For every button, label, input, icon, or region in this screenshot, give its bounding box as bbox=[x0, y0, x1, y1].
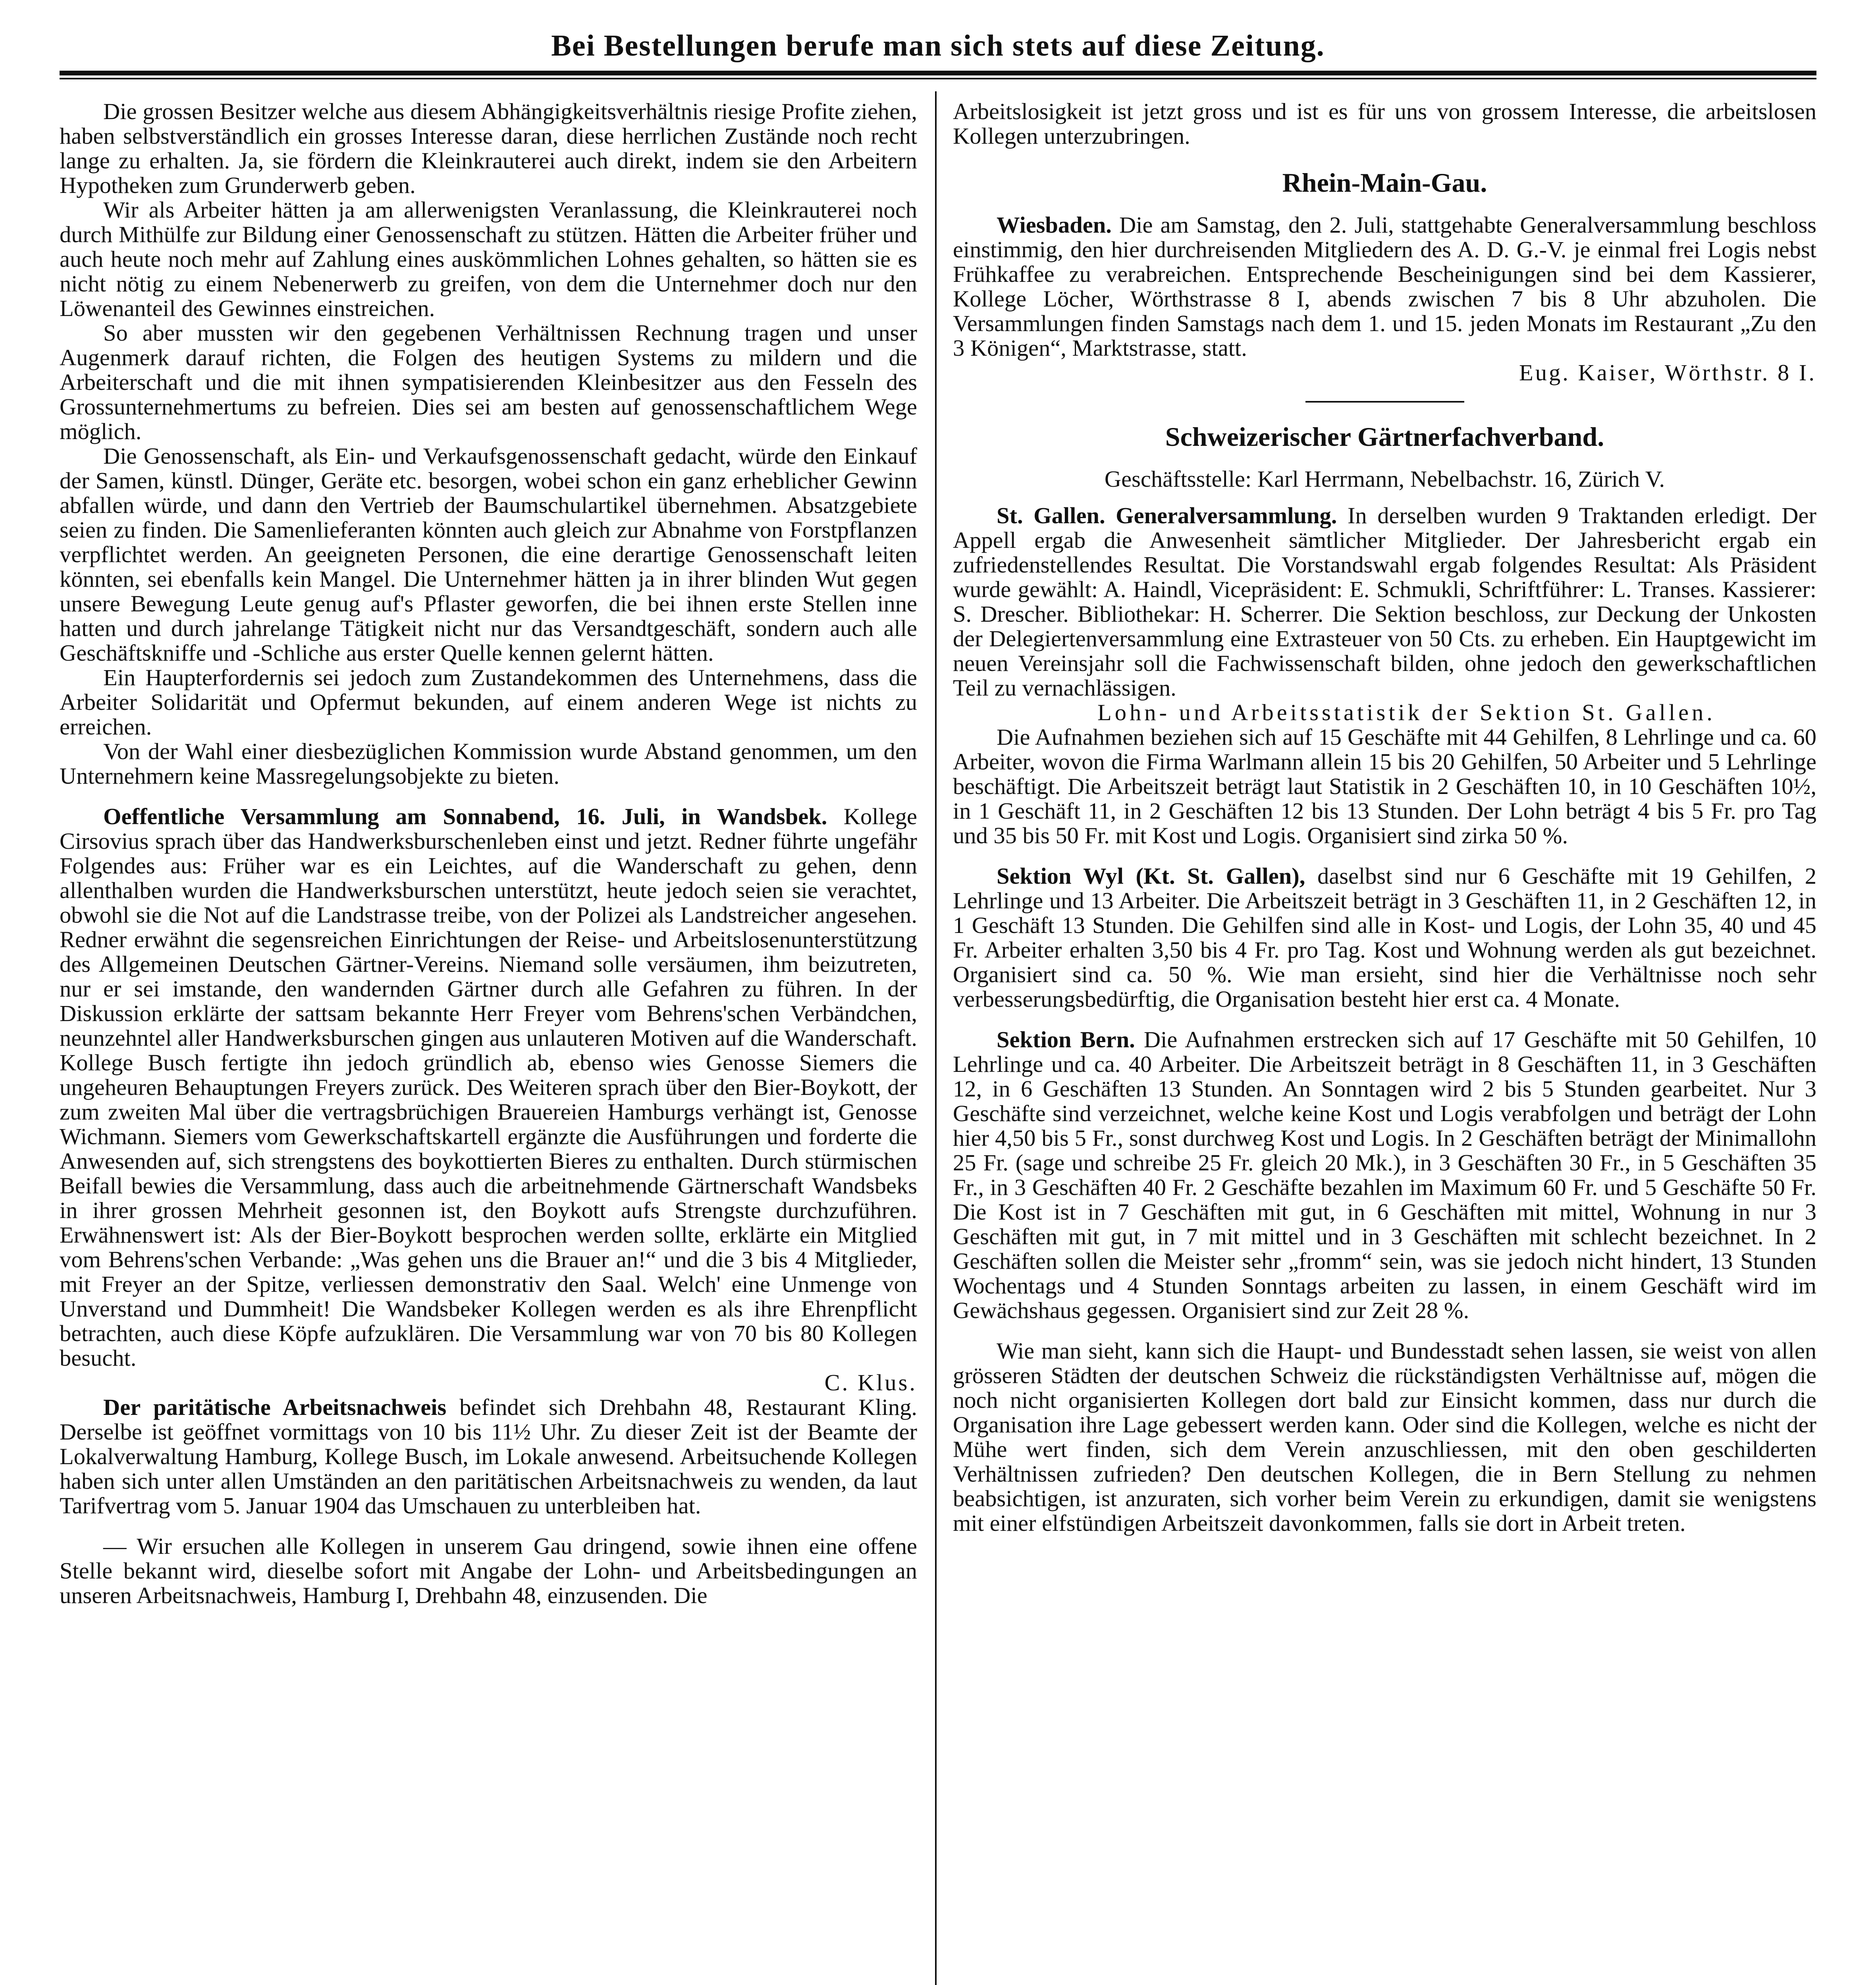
st-gallen-heading: St. Gallen. Generalversammlung. bbox=[997, 503, 1337, 528]
bern-heading: Sektion Bern. bbox=[997, 1027, 1135, 1052]
left-column bbox=[60, 99, 917, 1985]
wyl-body: daselbst sind nur 6 Geschäfte mit 19 Gehilfen, 2 Lehrlinge und 13 Arbeiter. Die Arbeitszeit beträgt in 3 Geschäften 11, in 2 Geschäften 12, in 1 Geschäft 13 Stunden. Die Gehilfen sind alle in Kost- und Logis, der Lohn 35, 40 und 45 Fr. Arbeiter erhalten 3,50 bis 4 Fr. pro Tag. Kost und Wohnung werden als gut bezeichnet. Organisiert sind ca. 50 %. Wie man ersieht, sind hier die Verhältnisse noch sehr verbesserungsbedürftig, die Organisation besteht hier erst ca. 4 Monate. bbox=[953, 863, 1816, 1012]
article-paragraph: Die grossen Besitzer welche aus diesem Abhängigkeitsverhältnis riesige Profite ziehen, haben selbstverständlich ein grosses Interesse daran, diese herrlichen Zustände noch recht lange zu erhalten. Ja, sie fördern die Kleinkrauterei auch direkt, indem sie den Arbeitern Hypotheken zum Grunderwerb geben. bbox=[60, 99, 917, 198]
st-gallen-body: In derselben wurden 9 Traktanden erledigt. Der Appell ergab die Anwesenheit sämtlicher Mitglieder. Der Jahresbericht ergab ein zufriedenstellendes Resultat. Die Vorstandswahl ergab folgendes Resultat: Als Präsident wurde gewählt: A. Haindl, Vicepräsident: E. Schmukli, Schriftführer: L. Transes. Kassierer: S. Drescher. Bibliothekar: H. Scherrer. Die Sektion beschloss, zur Deckung der Unkosten der Delegiertenversammlung eine Extrasteuer von 50 Cts. zu erheben. Ein Hauptgewicht im neuen Vereinsjahr soll die Fachwissenschaft bilden, ohne jedoch den gewerkschaftlichen Teil zu vernachlässigen. bbox=[953, 503, 1816, 701]
article-paragraph: Arbeitslosigkeit ist jetzt gross und ist es für uns von grossem Interesse, die arbeitslosen Kollegen unterzubringen. bbox=[953, 99, 1816, 149]
geschaeftsstelle-line: Geschäftsstelle: Karl Herrmann, Nebelbachstr. 16, Zürich V. bbox=[1104, 466, 1665, 492]
article-paragraph: So aber mussten wir den gegebenen Verhältnissen Rechnung tragen und unser Augenmerk darauf richten, die Folgen des heutigen Systems zu mildern und die Arbeiterschaft und die mit ihnen sympatisierenden Kleinbesitzer aus den Fesseln des Grossunternehmertums zu befreien. Dies sei am besten auf genossenschaftlichem Wege möglich. bbox=[60, 320, 917, 444]
wiesbaden-signature: Eug. Kaiser, Wörthstr. 8 I. bbox=[1519, 360, 1816, 385]
article-paragraph: Die Genossenschaft, als Ein- und Verkaufsgenossenschaft gedacht, würde den Einkauf der Samen, künstl. Dünger, Geräte etc. besorgen, wobei schon ein ganz erheblicher Gewinn abfallen würde, und dann den Vertrieb der Baumschulartikel übernehmen. Absatzgebiete seien zu finden. Die Samenlieferanten könnten auch gleich zur Abnahme von Forstpflanzen verpflichtet werden. An geeigneten Personen, die eine derartige Genossenschaft leiten könnten, sei ebenfalls kein Mangel. Die Unternehmer hätten ja in ihrer blinden Wut gegen unsere Bewegung Leute genug auf's Pflaster geworfen, die bei ihnen erste Stellen inne hatten und durch jahrelange Tätigkeit nicht nur das Versandtgeschäft, sondern auch alle Geschäftskniffe und -Schliche aus erster Quelle kennen gelernt hätten. bbox=[60, 443, 917, 666]
wyl-heading: Sektion Wyl (Kt. St. Gallen), bbox=[997, 863, 1305, 889]
wiesbaden-report bbox=[953, 213, 1816, 360]
statistics-paragraph: Die Aufnahmen beziehen sich auf 15 Geschäfte mit 44 Gehilfen, 8 Lehrlinge und ca. 60 Arbeiter, wovon die Firma Warlmann allein 15 bis 20 Gehilfen, 50 Arbeiter und 5 Lehrlinge beschäftigt. Die Arbeitszeit beträgt laut Statistik in 2 Geschäften 10, in 10 Geschäften 10½, in 1 Geschäft 11, in 2 Geschäften 12 bis 13 Stunden. Der Lohn beträgt 4 bis 5 Fr. pro Tag und 35 bis 50 Fr. mit Kost und Logis. Organisiert sind zirka 50 %. bbox=[953, 724, 1816, 848]
arbeitsnachweis-body: befindet sich Drehbahn 48, Restaurant Kling. Derselbe ist geöffnet vormittags von 10 bis 11½ Uhr. Zu dieser Zeit ist der Beamte der Lokalverwaltung Hamburg, Kollege Busch, im Lokale anwesend. Arbeitsuchende Kollegen haben sich unter allen Umständen an den paritätischen Arbeitsnachweis zu wenden, da laut Tarifvertrag vom 5. Januar 1904 das Umschauen zu unterbleiben hat. bbox=[60, 1394, 917, 1519]
bern-body: Die Aufnahmen erstrecken sich auf 17 Geschäfte mit 50 Gehilfen, 10 Lehrlinge und ca. 40 Arbeiter. Die Arbeitszeit beträgt in 8 Geschäften 11, in 3 Geschäften 12, in 6 Geschäften 13 Stunden. An Sonntagen wird 2 bis 5 Stunden gearbeitet. Nur 3 Geschäfte sind verzeichnet, welche keine Kost und Logis verabfolgen und beträgt der Lohn hier 4,50 bis 5 Fr., sonst durchweg Kost und Logis. In 2 Geschäften beträgt der Minimallohn 25 Fr. (sage und schreibe 25 Fr. gleich 20 Mk.), in 3 Geschäften 30 Fr., in 5 Geschäften 35 Fr., in 3 Geschäften 40 Fr. 2 Geschäfte bezahlen im Maximum 60 Fr. und 5 Geschäfte 50 Fr. Die Kost ist in 7 Geschäften mit gut, in 6 Geschäften mit mittel, Wohnung in nur 3 Geschäften mit gut, in 7 mit mittel und in 3 Geschäften mit schlecht bezeichnet. In 2 Geschäften sollen die Meister sehr „fromm“ sein, was sie jedoch nicht hindert, 13 Stunden Wochentags und 4 Stunden Sonntags arbeiten zu lassen, in einem Geschäft wird im Gewächshaus gegessen. Organisiert sind zur Zeit 28 %. bbox=[953, 1027, 1816, 1323]
wandsbek-signature: C. Klus. bbox=[824, 1370, 917, 1395]
article-paragraph: Wir als Arbeiter hätten ja am allerwenigsten Veranlassung, die Kleinkrauterei noch durch Mithülfe zur Bildung einer Genossenschaft zu stützen. Hätten die Arbeiter früher und auch heute noch mehr auf Zahlung eines auskömmlichen Lohnes gehalten, so hätten sie es nicht nötig zu einem Nebenerwerb zu greifen, von dem die Unternehmer doch nur den Löwenanteil des Gewinnes einstreichen. bbox=[60, 197, 917, 321]
header-rule-thick bbox=[60, 71, 1816, 75]
section-title-schweizerischer-gaertnerfachverband: Schweizerischer Gärtnerfachverband. bbox=[1165, 422, 1604, 452]
arbeitsnachweis-notice bbox=[60, 1395, 917, 1518]
wandsbek-body: Kollege Cirsovius sprach über das Handwerksburschenleben einst und jetzt. Redner führte ungefähr Folgendes aus: Früher war es ein Leichtes, auf die Wanderschaft zu gehen, denn allenthalben wurden die Handwerksburschen unterstützt, heute jedoch seien sie verachtet, obwohl sie die Not auf die Landstrasse treibe, von der Polizei als Landstreicher angesehen. Redner erwähnt die segensreichen Einrichtungen der Reise- und Arbeitslosenunterstützung des Allgemeinen Deutschen Gärtner-Vereins. Niemand solle versäumen, ihm beizutreten, nur er sei imstande, den wandernden Gärtner durch alle Gefahren zu führen. In der Diskussion erklärte der sattsam bekannte Herr Freyer vom Behrens'schen Verbändchen, neunzehntel aller Handwerksburschen gingen aus unlauteren Motiven auf die Wanderschaft. Kollege Busch fertigte ihn jedoch gründlich ab, ebenso wies Genosse Siemers die ungeheuren Behauptungen Freyers zurück. Des Weiteren sprach über den Bier-Boykott, der zum zweiten Mal über die vertragsbrüchigen Brauereien Hamburgs verhängt ist, Genosse Wichmann. Siemers vom Gewerkschaftskartell ergänzte die Ausführungen und forderte die Anwesenden auf, sich strengstens des boykottierten Bieres zu enthalten. Durch stürmischen Beifall bewies die Versammlung, dass auch die arbeitnehmende Gärtnerschaft Wandsbeks in ihrer grossen Mehrheit gesonnen ist, den Boykott aufs Strengste durchzuführen. Erwähnenswert ist: Als der Bier-Boykott besprochen werden sollte, erklärte ein Mitglied vom Behrens'schen Verbande: „Was gehen uns die Brauer an!“ und die 3 bis 4 Mitglieder, mit Freyer an der Spitze, verliessen demonstrativ den Saal. Welch' eine Unmenge von Unverstand und Dummheit! Die Wandsbeker Kollegen werden es als ihre Ehrenpflicht betrachten, auch diese Köpfe aufzuklären. Die Versammlung war von 70 bis 80 Kollegen besucht. bbox=[60, 804, 917, 1371]
section-divider bbox=[1305, 401, 1464, 403]
article-paragraph: Von der Wahl einer diesbezüglichen Kommission wurde Abstand genommen, um den Unternehmern keine Massregelungsobjekte zu bieten. bbox=[60, 738, 917, 789]
page-header: Bei Bestellungen berufe man sich stets auf diese Zeitung. bbox=[551, 29, 1325, 62]
wiesbaden-heading: Wiesbaden. bbox=[997, 212, 1112, 238]
wandsbek-report bbox=[60, 804, 917, 1370]
article-paragraph: Ein Haupterfordernis sei jedoch zum Zustandekommen des Unternehmens, dass die Arbeiter Solidarität und Opfermut bekunden, auf einem anderen Wege ist nichts zu erreichen. bbox=[60, 665, 917, 740]
wiesbaden-body: Die am Samstag, den 2. Juli, stattgehabte Generalversammlung beschloss einstimmig, den hier durchreisenden Mitgliedern des A. D. G.-V. je einmal frei Logis nebst Frühkaffee zu verabreichen. Entsprechende Bescheinigungen sind bei dem Kassierer, Kollege Löcher, Wörthstrasse 8 I, abends zwischen 7 bis 8 Uhr abzuholen. Die Versammlungen finden Samstags nach dem 1. und 15. jeden Monats im Restaurant „Zu den 3 Königen“, Marktstrasse, statt. bbox=[953, 212, 1816, 361]
wandsbek-heading: Oeffentliche Versammlung am Sonnabend, 16. Juli, in Wandsbek. bbox=[103, 804, 827, 829]
statistics-title: Lohn- und Arbeitsstatistik der Sektion St. Gallen. bbox=[1097, 700, 1716, 725]
header-rule-thin bbox=[60, 78, 1816, 79]
bern-report bbox=[953, 1027, 1816, 1323]
arbeitsnachweis-heading: Der paritätische Arbeitsnachweis bbox=[103, 1394, 447, 1420]
wyl-report bbox=[953, 864, 1816, 1012]
closing-paragraph: Wie man sieht, kann sich die Haupt- und Bundesstadt sehen lassen, sie weist von allen grösseren Städten der deutschen Schweiz die rückständigsten Verhältnisse auf, mögen die noch nicht organisierten Kollegen dort bald zur Einsicht kommen, dass nur durch die Organisation ihre Lage gebessert werden kann. Oder sind die Kollegen, welche es nicht der Mühe wert finden, sich dem Verein anzuschliessen, mit den oben geschilderten Verhältnissen zufrieden? Den deutschen Kollegen, die in Bern Stellung zu nehmen beabsichtigen, ist anzuraten, sich vorher beim Verein zu erkundigen, damit sie wenigstens mit einer elfstündigen Arbeitszeit davonkommen, falls sie dort in Arbeit treten. bbox=[953, 1338, 1816, 1536]
st-gallen-report bbox=[953, 503, 1816, 700]
section-title-rhein-main-gau: Rhein-Main-Gau. bbox=[1282, 168, 1487, 198]
right-column bbox=[953, 99, 1816, 1985]
article-paragraph: — Wir ersuchen alle Kollegen in unserem Gau dringend, sowie ihnen eine offene Stelle bekannt wird, dieselbe sofort mit Angabe der Lohn- und Arbeitsbedingungen an unseren Arbeitsnachweis, Hamburg I, Drehbahn 48, einzusenden. Die bbox=[60, 1533, 917, 1608]
column-divider bbox=[935, 91, 937, 1985]
